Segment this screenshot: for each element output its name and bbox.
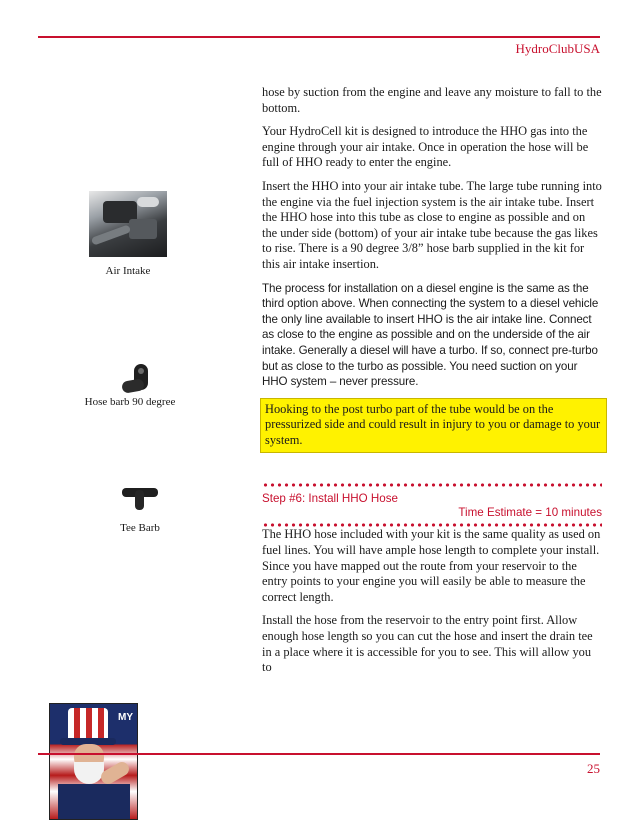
paragraph: The HHO hose included with your kit is the same quality as used on fuel lines. You will have ample hose length to complete your install. Since you have mapped out the route from your reservoir to the entry points to your engine you will easily be able to measure the correct length. (262, 527, 601, 604)
paragraph: The process for installation on a diesel engine is the same as the third option above. When connecting the system to a diesel vehicle the only line available to insert HHO is the air intake line. Connect as close to the engine as possible and on the underside of the air intake. Generally a diesel will have a turbo. If so, connect pre-turbo but as close to the turbo as possible. You need suction on your HHO system – never pressure. (262, 281, 599, 389)
warning-callout: Hooking to the post turbo part of the tube would be on the pressurized side and could result in injury to you or damage to your system. (260, 398, 607, 454)
hose-barb-photo (120, 362, 160, 398)
air-intake-caption: Air Intake (105, 265, 151, 277)
step-title: Step #6: Install HHO Hose (262, 492, 398, 506)
footer-rule (38, 753, 600, 755)
paragraph: Install the hose from the reservoir to the entry point first. Allow enough hose length so you can cut the hose and insert the drain tee in a place where it is accessible for you to see. This will allow you to (262, 613, 593, 675)
page-number: 25 (587, 761, 600, 776)
paragraph: hose by suction from the engine and leave any moisture to fall to the bottom. (262, 85, 602, 115)
header-rule (38, 36, 600, 38)
tee-barb-photo (122, 484, 158, 510)
hose-barb-caption: Hose barb 90 degree (84, 396, 176, 408)
air-intake-photo (89, 191, 167, 257)
uncle-sam-logo: MY (49, 703, 138, 820)
paragraph: Your HydroCell kit is designed to introduce the HHO gas into the engine through your air intake. Once in operation the hose will be full of HHO ready to enter the engine. (262, 124, 589, 170)
time-estimate: Time Estimate = 10 minutes (458, 506, 602, 520)
brand-name: HydroClubUSA (515, 41, 600, 56)
paragraph: Insert the HHO into your air intake tube. The large tube running into the engine via the fuel injection system is the air intake tube. Insert the HHO hose into this tube as close to engine as possible and on the under side (bottom) of your air intake tube because the gas likes to rise. There is a 90 degree 3/8” hose barb supplied in the kit for this air intake insertion. (262, 178, 602, 271)
tee-barb-caption: Tee Barb (120, 522, 160, 534)
dotted-divider (262, 483, 602, 487)
main-column (262, 85, 602, 684)
